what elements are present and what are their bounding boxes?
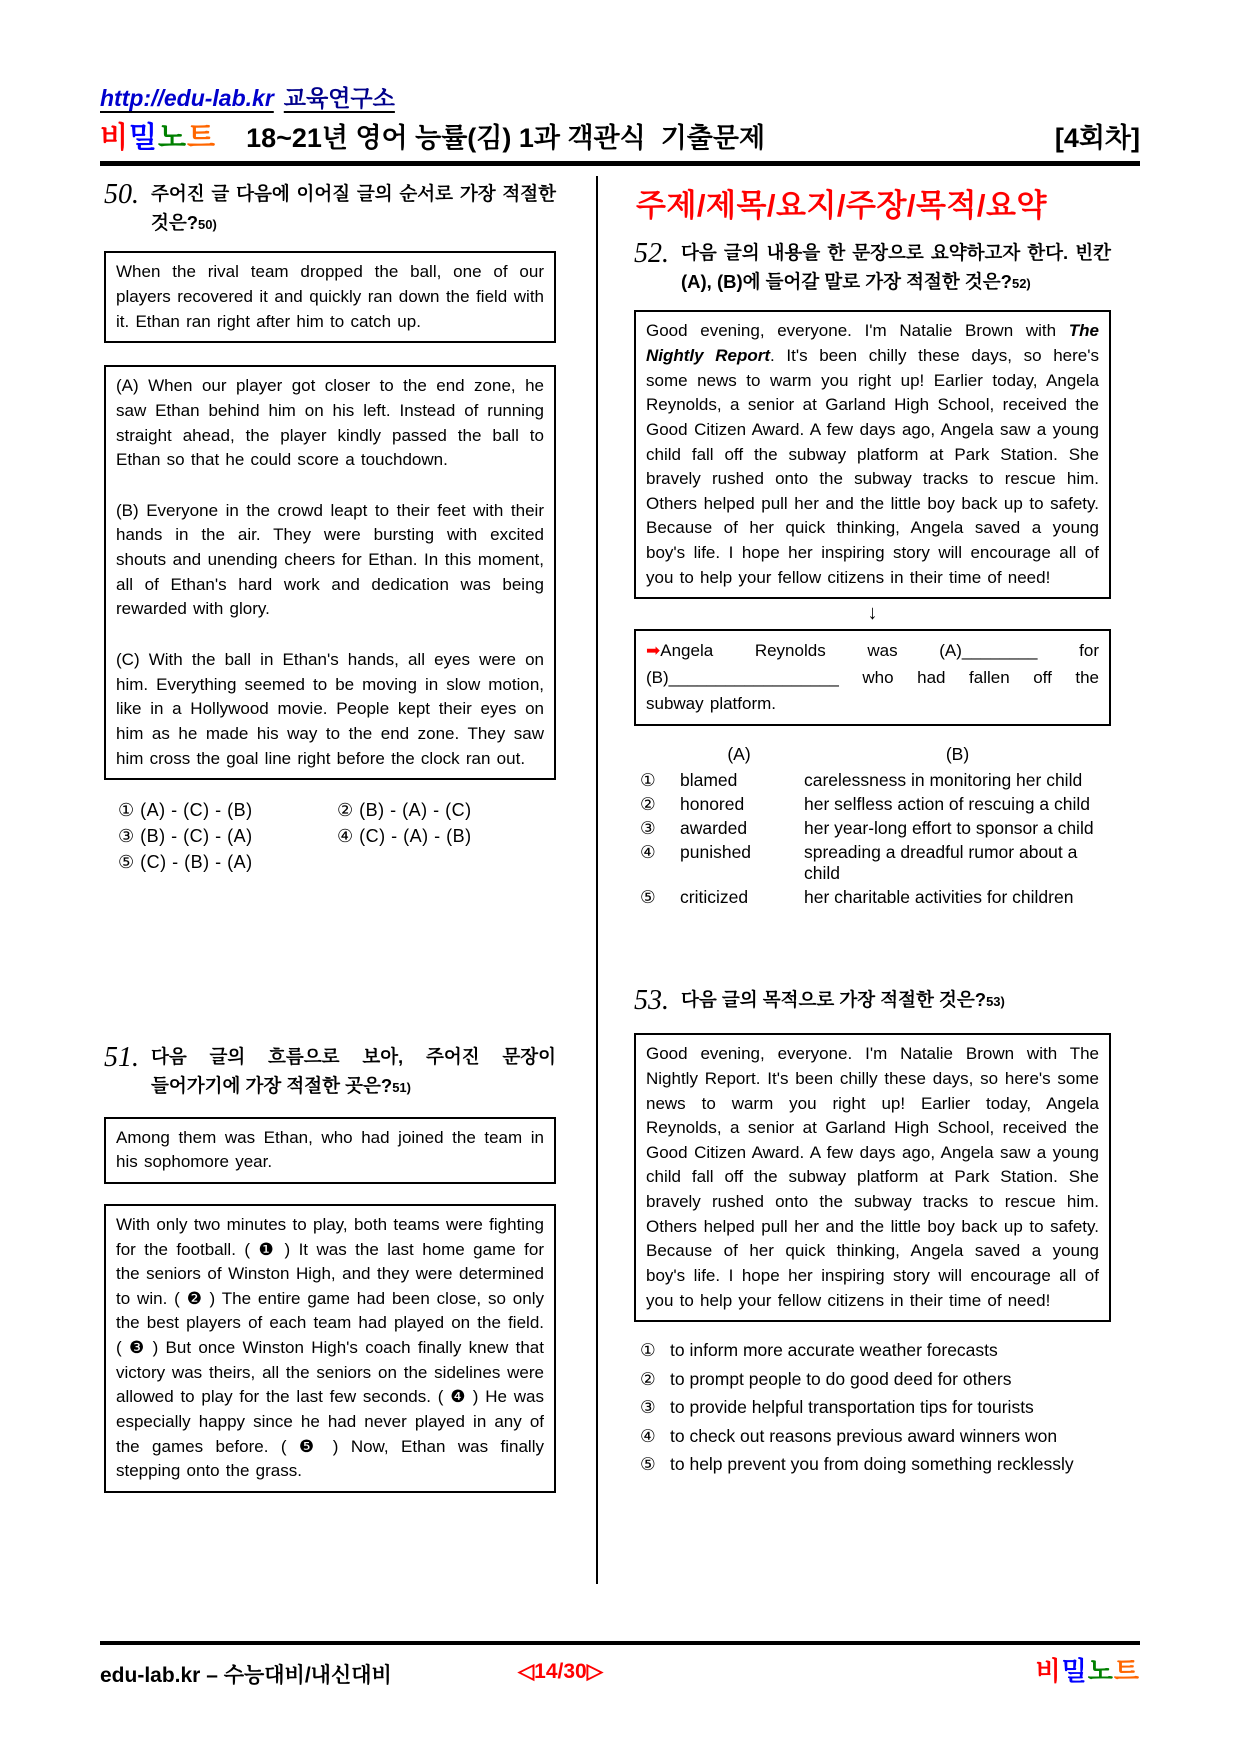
choice-text: to provide helpful transportation tips for tourists [670, 1397, 1034, 1418]
site-link[interactable] [100, 80, 395, 113]
page-number: ◁14/30▷ [518, 1660, 603, 1683]
question-number: 52. [634, 238, 669, 269]
choice-marker: ⑤ [640, 1454, 656, 1475]
choice-option[interactable] [337, 800, 556, 821]
choices-column-headers [640, 744, 1111, 765]
choice-b-phrase: carelessness in monitoring her child [804, 770, 1083, 791]
summary-line: subway platform. [646, 694, 776, 714]
document-title: 18~21년 영어 능률(김) 1과 객관식 기출문제 [246, 123, 766, 153]
choice-marker: ② [337, 800, 354, 821]
passage-segment: Good evening, everyone. I'm Natalie Brown with [646, 321, 1069, 341]
choice-a-word: honored [680, 794, 745, 815]
choice-option[interactable] [640, 887, 1111, 908]
column-b-header: (B) [945, 744, 970, 765]
question-footnote-ref: 50) [198, 216, 217, 232]
summary-line: (B)__________________ who had fallen off the [646, 667, 1099, 687]
footer-rule [100, 1641, 1140, 1645]
question-50-header [104, 180, 556, 237]
brand-logo-char: 트 [1113, 1656, 1140, 1686]
round-badge: [4회차] [1054, 123, 1140, 153]
choice-marker: ① [118, 800, 135, 821]
left-column [104, 180, 556, 1493]
choice-a-word: awarded [680, 818, 748, 839]
choice-marker: ⑤ [640, 887, 656, 908]
column-a-header: (A) [727, 744, 751, 765]
choice-option[interactable] [640, 770, 1111, 791]
paragraph-b: (B) Everyone in the crowd leapt to their feet with their hands in the air. They were bursting with excited shouts and unending cheers for Ethan. In this moment, all of Ethan's hard work and dedication was being rewarded with glory. [116, 500, 544, 619]
choice-option[interactable] [640, 1395, 1111, 1420]
choice-option[interactable] [118, 800, 337, 821]
ordering-paragraphs-box [104, 365, 556, 780]
question-53-choices [634, 1338, 1111, 1477]
question-text-body: 다음 글의 흐름으로 보아, 주어진 문장이 들어가기에 가장 적절한 곳은? [151, 1046, 556, 1096]
brand-logo-char: 노 [1087, 1656, 1114, 1686]
question-footnote-ref: 53) [986, 994, 1005, 1010]
given-text-box [104, 251, 556, 343]
brand-logo [100, 115, 216, 156]
insert-sentence-box [104, 1117, 556, 1184]
brand-logo-char: 노 [158, 122, 188, 154]
right-column [634, 180, 1111, 1481]
choice-option[interactable] [640, 794, 1111, 815]
choice-marker: ② [640, 794, 656, 815]
question-text [681, 239, 1111, 296]
choice-a-word: criticized [680, 887, 749, 908]
question-text [151, 1043, 556, 1100]
choice-marker: ⑤ [118, 852, 135, 873]
section-banner: 주제/제목/요지/주장/목적/요약 [636, 188, 1047, 223]
choice-marker: ③ [640, 818, 656, 839]
choice-marker: ① [640, 770, 656, 791]
choice-b-phrase: her selfless action of rescuing a child [804, 794, 1090, 815]
choice-b-phrase: spreading a dreadful rumor about a child [804, 842, 1078, 884]
choice-option[interactable] [337, 826, 556, 847]
question-number: 53. [634, 985, 669, 1017]
summary-line [646, 638, 1099, 664]
brand-logo-char: 트 [187, 122, 217, 154]
choice-option[interactable] [118, 826, 337, 847]
question-53-header [634, 986, 1111, 1017]
choice-option[interactable] [640, 842, 1111, 884]
question-text-body: 주어진 글 다음에 이어질 글의 순서로 가장 적절한 것은? [151, 183, 556, 233]
choice-marker: ② [640, 1368, 656, 1389]
choice-option[interactable] [118, 852, 337, 873]
summary-text: Angela Reynolds was (A)________ for [660, 641, 1099, 661]
passage-text: Good evening, everyone. I'm Natalie Brown with The Nightly Report. It's been chilly these days, so here's some news to warm you right up! Earlier today, Angela Reynolds, a senior at Garland High School, received the Good Citizen Award. A few days ago, Angela saw a young child fall off the subway platform at Park Station. She bravely rushed onto the subway tracks to rescue him. Others helped pull her and the little boy back up to safety. Because of her quick thinking, Angela saved a young boy's life. I hope her inspiring story will encourage all of you to help your fellow citizens in their time of need! [646, 1044, 1099, 1310]
news-passage-box-2 [634, 1033, 1111, 1322]
question-52-header [634, 239, 1111, 296]
choice-marker: ④ [337, 826, 354, 847]
passage-segment: . It's been chilly these days, so here's some news to warm you right up! Earlier today, Angela Reynolds, a senior at Garland High School, received the Good Citizen Award. A few days ago, Angela saw a young child fall off the subway platform at Park Station. She bravely rushed onto the subway tracks to rescue him. Others helped pull her and the little boy back up to safety. Because of her quick thinking, Angela saved a young boy's life. I hope her inspiring story will encourage all of you to help your fellow citizens in their time of need! [646, 345, 1099, 587]
choice-a-word: punished [680, 842, 752, 863]
red-arrow-icon: ➡ [646, 641, 661, 661]
choice-option[interactable] [640, 1367, 1111, 1392]
choice-text: to help prevent you from doing something recklessly [670, 1454, 1074, 1475]
brand-logo-char: 비 [1035, 1656, 1062, 1686]
question-footnote-ref: 52) [1011, 275, 1031, 291]
choice-text: (A) - (C) - (B) [140, 800, 253, 821]
question-text-body: 다음 글의 목적으로 가장 적절한 것은? [681, 989, 987, 1011]
choice-b-phrase: her year-long effort to sponsor a child [804, 818, 1094, 839]
question-text-body: 다음 글의 내용을 한 문장으로 요약하고자 한다. 빈칸 (A), (B)에 들어갈 말로 가장 적절한 것은? [681, 242, 1111, 292]
choice-text: to inform more accurate weather forecasts [670, 1340, 998, 1361]
brand-logo-char: 비 [100, 122, 130, 154]
numbered-passage-text: With only two minutes to play, both teams were fighting for the football. ( ❶ ) It was the last home game for the seniors of Winston High, and they were determined to win. ( ❷ ) The entire game had been close, so only the best players of each team had played on the field. ( ❸ ) But once Winston High's coach finally knew that victory was theirs, all the seniors on the sidelines were allowed to play for the last few seconds. ( ❹ ) He was especially happy since he had never played in any of the games before. ( ❺ ) Now, Ethan was finally stepping onto the grass. [116, 1214, 544, 1481]
brand-logo-char: 밀 [1061, 1656, 1088, 1686]
paragraph-c: (C) With the ball in Ethan's hands, all eyes were on him. Everything seemed to be moving in slow motion, like in a Hollywood movie. People kept their eyes on him as he made his way to the end zone. They saw him cross the goal line right before the clock ran out. [116, 650, 544, 768]
column-divider [596, 176, 598, 1584]
site-url[interactable]: http://edu-lab.kr [100, 85, 274, 111]
choice-option[interactable] [640, 1338, 1111, 1363]
question-52-choices [634, 744, 1111, 908]
choice-text: (C) - (B) - (A) [140, 852, 253, 873]
choice-text: (B) - (A) - (C) [359, 800, 472, 821]
numbered-passage-box [104, 1204, 556, 1493]
header-rule [100, 161, 1140, 166]
question-number: 51. [104, 1042, 139, 1074]
footer-brand-logo [1036, 1651, 1141, 1688]
choice-text: to prompt people to do good deed for others [670, 1368, 1012, 1389]
footer-site-label: edu-lab.kr – 수능대비/내신대비 [100, 1664, 392, 1687]
down-arrow-icon: ↓ [867, 602, 878, 625]
question-text [151, 180, 556, 237]
paragraph-a: (A) When our player got closer to the end zone, he saw Ethan behind him on his left. Instead of running straight ahead, the player kindly passed the ball to Ethan so that he could score a touchdown. [116, 376, 544, 470]
choice-option[interactable] [640, 1424, 1111, 1449]
choice-a-word: blamed [680, 770, 738, 791]
brand-logo-char: 밀 [129, 122, 159, 154]
question-50-choices [104, 800, 556, 873]
document-header [100, 115, 1140, 156]
question-text [681, 986, 1005, 1015]
show-title-italic: The Nightly Report [646, 321, 1099, 365]
choice-marker: ④ [640, 842, 656, 863]
choice-option[interactable] [640, 818, 1111, 839]
choice-text: (C) - (A) - (B) [359, 826, 472, 847]
choice-text: (B) - (C) - (A) [140, 826, 253, 847]
choice-marker: ③ [118, 826, 135, 847]
question-footnote-ref: 51) [392, 1079, 411, 1095]
news-passage-box [634, 310, 1111, 599]
summary-box [634, 629, 1111, 726]
choice-b-phrase: her charitable activities for children [804, 887, 1074, 908]
given-text: When the rival team dropped the ball, one of our players recovered it and quickly ran down the field with it. Ethan ran right after him to catch up. [116, 262, 544, 331]
choice-marker: ① [640, 1340, 656, 1361]
choice-marker: ③ [640, 1397, 656, 1418]
choice-marker: ④ [640, 1425, 656, 1446]
insert-sentence-text: Among them was Ethan, who had joined the team in his sophomore year. [116, 1127, 544, 1172]
choice-text: to check out reasons previous award winners won [670, 1425, 1058, 1446]
site-org: 교육연구소 [283, 85, 395, 111]
choice-option[interactable] [640, 1452, 1111, 1477]
question-number: 50. [104, 179, 139, 210]
question-51-header [104, 1043, 556, 1100]
